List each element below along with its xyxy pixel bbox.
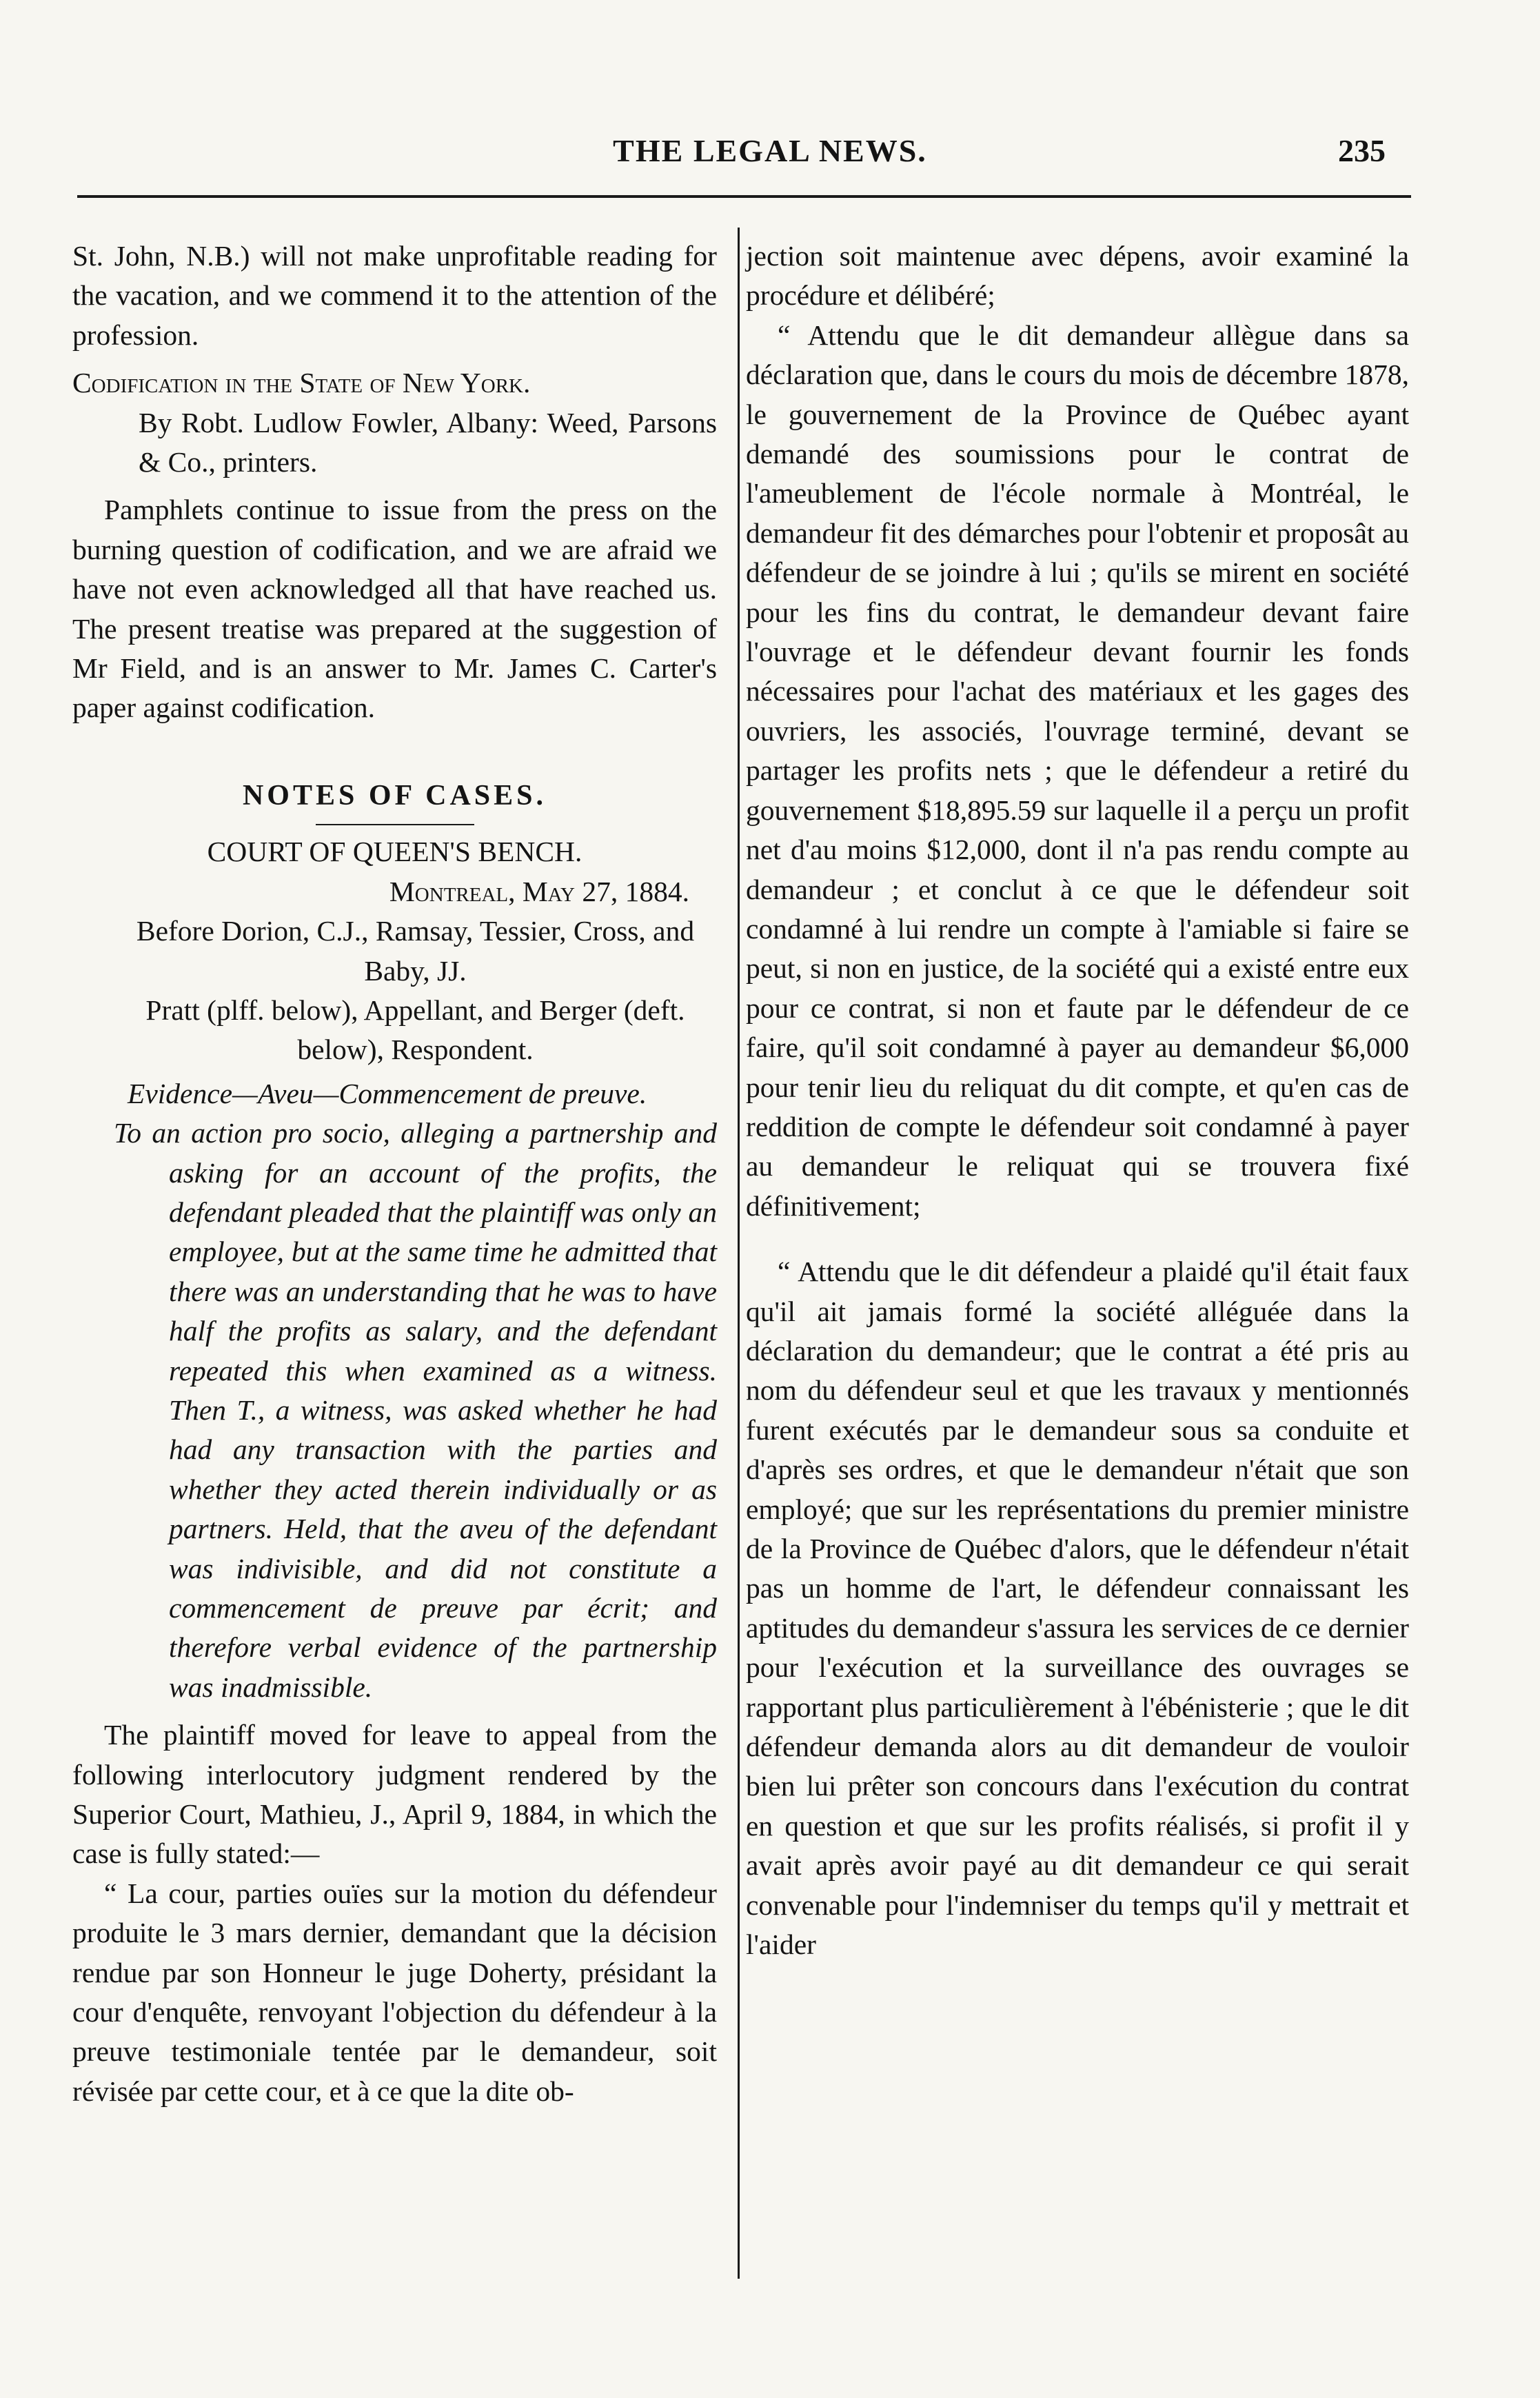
- dateline: Montreal, May 27, 1884.: [389, 875, 689, 907]
- judgment-opening: “ La cour, parties ouïes sur la motion du défendeur produite le 3 mars dernier, demandant que la décision rendue par son Honneur le juge Doherty, présidant la cour d'enquête, renvoyant l'objection du défendeur à la preuve testimoniale tentée par le demandeur, soit révisée par cette cour, et à ce que la dite ob-: [72, 1877, 717, 2107]
- court-name: COURT OF QUEEN'S BENCH.: [207, 836, 582, 868]
- right-column: [746, 236, 1409, 1964]
- motion-paragraph: The plaintiff moved for leave to appeal from the following interlocutory judgment rendered by the Superior Court, Mathieu, J., April 9, 1884, in which the case is fully stated:—: [72, 1719, 717, 1870]
- intro-paragraph: St. John, N.B.) will not make unprofitable reading for the vacation, and we commend it to the attention of the profession.: [72, 240, 717, 351]
- judgment-paragraph-1: “ Attendu que le dit demandeur allègue dans sa déclaration que, dans le cours du mois de décembre 1878, le gouvernement de la Province de Québec ayant demandé des soumissions pour le contrat de l'ameublement de l'école normale à Montréal, le demandeur fit des démarches pour l'obtenir et proposât au défendeur de se joindre à lui ; qu'ils se mirent en société pour les fins du contrat, le demandeur devant faire l'ouvrage et le défendeur devant fournir les fonds nécessaires pour l'achat des matériaux et les gages des ouvriers, les associés, l'ouvrage terminé, devant se partager les profits nets ; que le défendeur a retiré du gouvernement $18,895.59 sur laquelle il a perçu un profit net d'au moins $12,000, dont il n'a pas rendu compte au demandeur ; et conclut à ce que le défendeur soit condamné à lui rendre un compte à l'amiable si faire se peut, si non en justice, de la société qui a existé entre eux pour ce contrat, si non et faute par le défendeur de ce faire, qu'il soit condamné à payer au demandeur $6,000 pour tenir lieu du reliquat du dit compte, et qu'en cas de reddition de compte le défendeur soit condamné à payer au demandeur le reliquat qui se trouvera fixé définitivement;: [746, 319, 1409, 1222]
- book-title: Codification in the State of New York.: [72, 367, 531, 399]
- section-title: NOTES OF CASES.: [242, 779, 547, 812]
- judgment-continuation: jection soit maintenue avec dépens, avoir examiné la procédure et délibéré;: [746, 240, 1409, 312]
- pamphlets-paragraph: Pamphlets continue to issue from the press on the burning question of codification, and we are afraid we have not even acknowledged all that have reached us. The present treatise was prepared at the suggestion of Mr Field, and is an answer to Mr. James C. Carter's paper against codification.: [72, 494, 717, 724]
- left-column: [72, 236, 717, 2111]
- headnote-rubric: Evidence—Aveu—Commencement de preuve.: [128, 1077, 647, 1109]
- bench: Before Dorion, C.J., Ramsay, Tessier, Cross, and Baby, JJ.: [136, 915, 695, 987]
- page-number: 235: [1338, 133, 1386, 168]
- column-divider: [738, 228, 740, 2279]
- section-rule: [316, 824, 474, 825]
- book-details: By Robt. Ludlow Fowler, Albany: Weed, Parsons & Co., printers.: [139, 406, 717, 478]
- running-head: [0, 132, 1540, 174]
- judgment-paragraph-2: “ Attendu que le dit défendeur a plaidé qu'il était faux qu'il ait jamais formé la société alléguée dans la déclaration du demandeur; que le contrat a été pris au nom du défendeur seul et que les travaux y mentionnés furent exécutés par le demandeur sous sa conduite et d'après ses ordres, et que le demandeur n'était que son employé; que sur les représentations du premier ministre de la Province de Québec d'alors, que le défendeur n'était pas un homme de l'art, le défendeur connaissant les aptitudes du demandeur s'assura les services de ce dernier pour l'exécution et la surveillance des ouvrages se rapportant plus particulièrement à l'ébénisterie ; que le dit défendeur demanda alors au dit demandeur de vouloir bien lui prêter son concours dans l'exécution du contrat en question et que sur les profits réalisés, si profit il y avait après avoir payé au dit demandeur ce qui serait convenable pour l'indemniser du temps qu'il y mettrait et l'aider: [746, 1256, 1409, 1961]
- running-title: THE LEGAL NEWS.: [613, 133, 927, 168]
- parties: Pratt (plff. below), Appellant, and Berger (deft. below), Respondent.: [145, 994, 685, 1066]
- header-rule: [77, 195, 1411, 198]
- headnote: To an action pro socio, alleging a partnership and asking for an account of the profits, the defendant pleaded that the plaintiff was only an employee, but at the same time he admitted that there was an understanding that he was to have half the profits as salary, and the defendant repeated this when examined as a witness. Then T., a witness, was asked whether he had had any transaction with the parties and whether they acted therein individually or as partners. Held, that the aveu of the defendant was indivisible, and did not constitute a commencement de preuve par écrit; and therefore verbal evidence of the partnership was inadmissible.: [114, 1117, 717, 1703]
